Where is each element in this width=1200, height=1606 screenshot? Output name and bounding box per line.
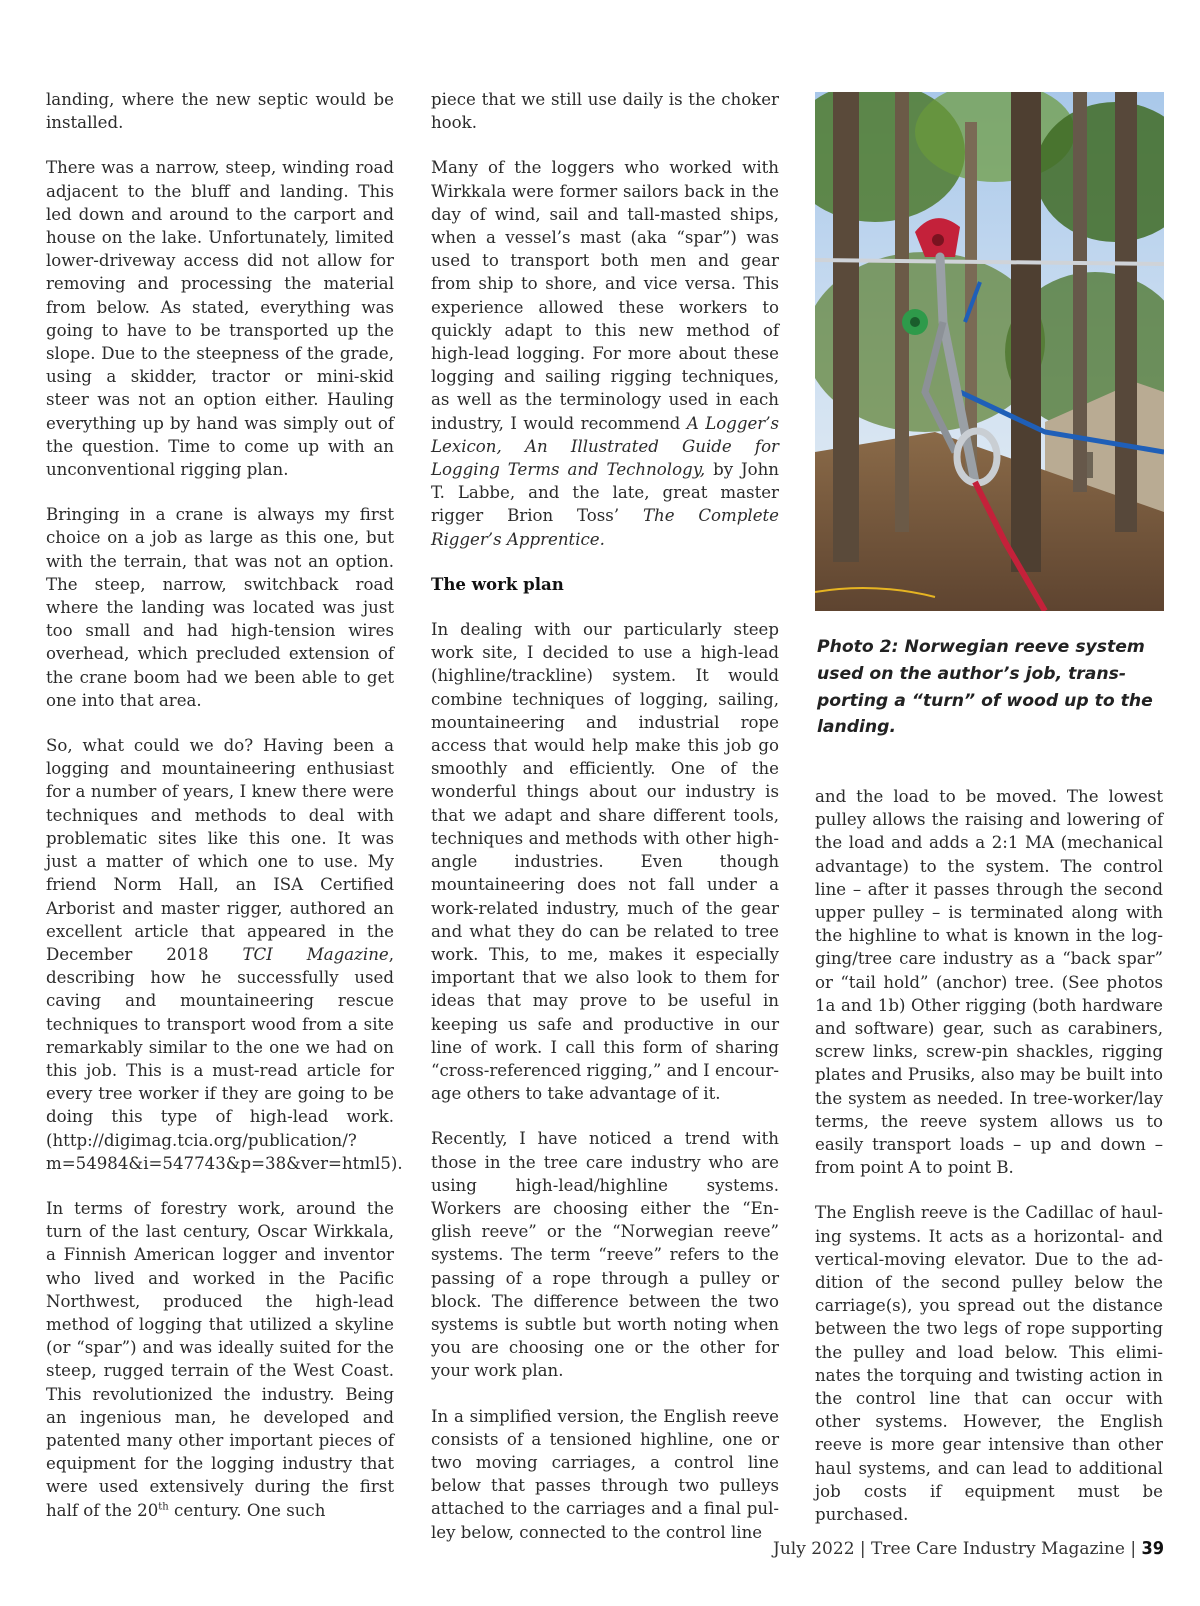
paragraph: Recently, I have noticed a trend with those in the tree care industry who are using high-lead/highline systems. Workers are choosing either the “English reeve” or the “Norwegian reeve” systems. The term “reeve” refers to the passing of a rope through a pulley or block. The difference between the two systems is subtle but worth noting when you are choosing one or the other for your work plan. (431, 1129, 779, 1381)
paragraph: landing, where the new septic would be installed. (46, 90, 394, 133)
paragraph: In dealing with our particularly steep work site, I decided to use a high-lead (highline/trackline) system. It would combine techniques of logging, sailing, mountaineering and industrial rope access that would help make this job go smoothly and efficiently. One of the wonderful things about our industry is that we adapt and share different tools, techniques and methods with other high-angle industries. Even though mountaineering does not fall under a work-related industry, much of the gear and what they do can be related to tree work. This, to me, makes it especially important that we also look to them for ideas that may prove to be useful in keeping us safe and productive in our line of work. I call this form of sharing “cross-referenced rigging,” and I encourage others to take advantage of it. (431, 620, 779, 1104)
section-heading: The work plan (431, 573, 564, 594)
text-run: by John T. Labbe, and the late, great master rigger Brion Toss’ (431, 460, 779, 526)
paragraph (46, 1197, 394, 1522)
paragraph: piece that we still use daily is the choker hook. (431, 90, 779, 133)
magazine-title: TCI Magazine (242, 944, 389, 964)
page-footer (773, 1538, 1164, 1559)
photo-illustration (815, 92, 1164, 611)
photo-caption: Photo 2: Norwegian reeve system used on the author’s job, transporting a “turn” of wood up to the landing. (817, 637, 1153, 738)
book-title: The Complete Rigger’s Apprentice. (431, 506, 780, 549)
paragraph: There was a narrow, steep, winding road adjacent to the bluff and landing. This led down and around to the carport and house on the lake. Unfortunately, limited lower-driveway access did not allow for removing and processing the material from below. As stated, everything was going to have to be transported up the slope. Due to the steepness of the grade, using a skidder, tractor or mini-skid steer was not an option either. Hauling everything up by hand was simply out of the question. Time to come up with an unconventional rigging plan. (46, 158, 394, 480)
article-column-1 (46, 88, 403, 1544)
book-title: A Logger’s Lexicon, An Illustrated Guide for Logging Terms and Technology, (431, 413, 779, 480)
paragraph: Bringing in a crane is always my first choice on a job as large as this one, but with the terrain, that was not an option. The steep, narrow, switchback road where the landing was located was just too small and had high-tension wires overhead, which precluded extension of the crane boom had we been able to get one into that area. (46, 505, 394, 710)
paragraph: The English reeve is the Cadillac of hauling systems. It acts as a horizontal- and vertical-moving elevator. Due to the addition of the second pulley below the carriage(s), you spread out the distance between the two legs of rope supporting the pulley and load below. This eliminates the torquing and twisting action in the control line that can occur with other systems. However, the English reeve is more gear intensive than other haul systems, and can lead to additional job costs if equipment must be purchased. (815, 1203, 1163, 1525)
text-run: , describing how he successfully used caving and mountaineering rescue techniques to transport wood from a site remarkably similar to the one we had on this job. This is a must-read article for every tree worker if they are going to be doing this type of high-lead work. (http://digimag.tcia.org/publication/?m=54984&i=547743&p=38&ver=html5). (46, 944, 403, 1173)
footer-text: July 2022 | Tree Care Industry Magazine | (773, 1539, 1142, 1559)
text-run: So, what could we do? Having been a logging and mountaineering enthusiast for a number of years, I knew there were techniques and methods to deal with problematic sites like this one. It was just a matter of which one to use. My friend Norm Hall, an ISA Certified Arborist and master rigger, authored an excellent article that appeared in the December 2018 (46, 736, 394, 964)
text-run: Many of the loggers who worked with Wirkkala were former sailors back in the day of wind, sail and tall-masted ships, when a vessel’s mast (aka “spar”) was used to transport both men and gear from ship to shore, and vice versa. This experience allowed these workers to quickly adapt to this new method of high-lead logging. For more about these logging and sailing rigging techniques, as well as the terminology used in each industry, I would recommend (431, 158, 779, 433)
paragraph (431, 156, 779, 550)
article-column-2 (431, 88, 779, 1566)
article-column-3 (815, 785, 1163, 1548)
paragraph: and the load to be moved. The lowest pulley allows the raising and lowering of the load and adds a 2:1 MA (mechanical advantage) to the system. The control line – after it passes through the second upper pulley – is terminated along with the highline to what is known in the logging/tree care industry as a “back spar” or “tail hold” (anchor) tree. (See photos 1a and 1b) Other rigging (both hardware and software) gear, such as carabiners, screw links, screw-pin shackles, rigging plates and Prusiks, also may be built into the system as needed. In tree-worker/lay terms, the reeve system allows us to easily transport loads – up and down – from point A to point B. (815, 787, 1163, 1178)
paragraph (46, 734, 403, 1175)
photo-norwegian-reeve (815, 92, 1164, 611)
paragraph: In a simplified version, the English reeve consists of a tensioned highline, one or two moving carriages, a control line below that passes through two pulleys attached to the carriages and a final pulley below, connected to the control line (431, 1406, 779, 1542)
text-run: In terms of forestry work, around the turn of the last century, Oscar Wirkkala, a Finnish American logger and inventor who lived and worked in the Pacific Northwest, produced the high-lead method of logging that utilized a skyline (or “spar”) and was ideally suited for the steep, rugged terrain of the West Coast. This revolutionized the industry. Being an ingenious man, he developed and patented many other important pieces of equipment for the logging industry that were used extensively during the first half of the 20 (46, 1198, 394, 1520)
text-run: century. One such (168, 1500, 326, 1520)
superscript: th (158, 1501, 169, 1513)
page-number: 39 (1141, 1538, 1164, 1559)
